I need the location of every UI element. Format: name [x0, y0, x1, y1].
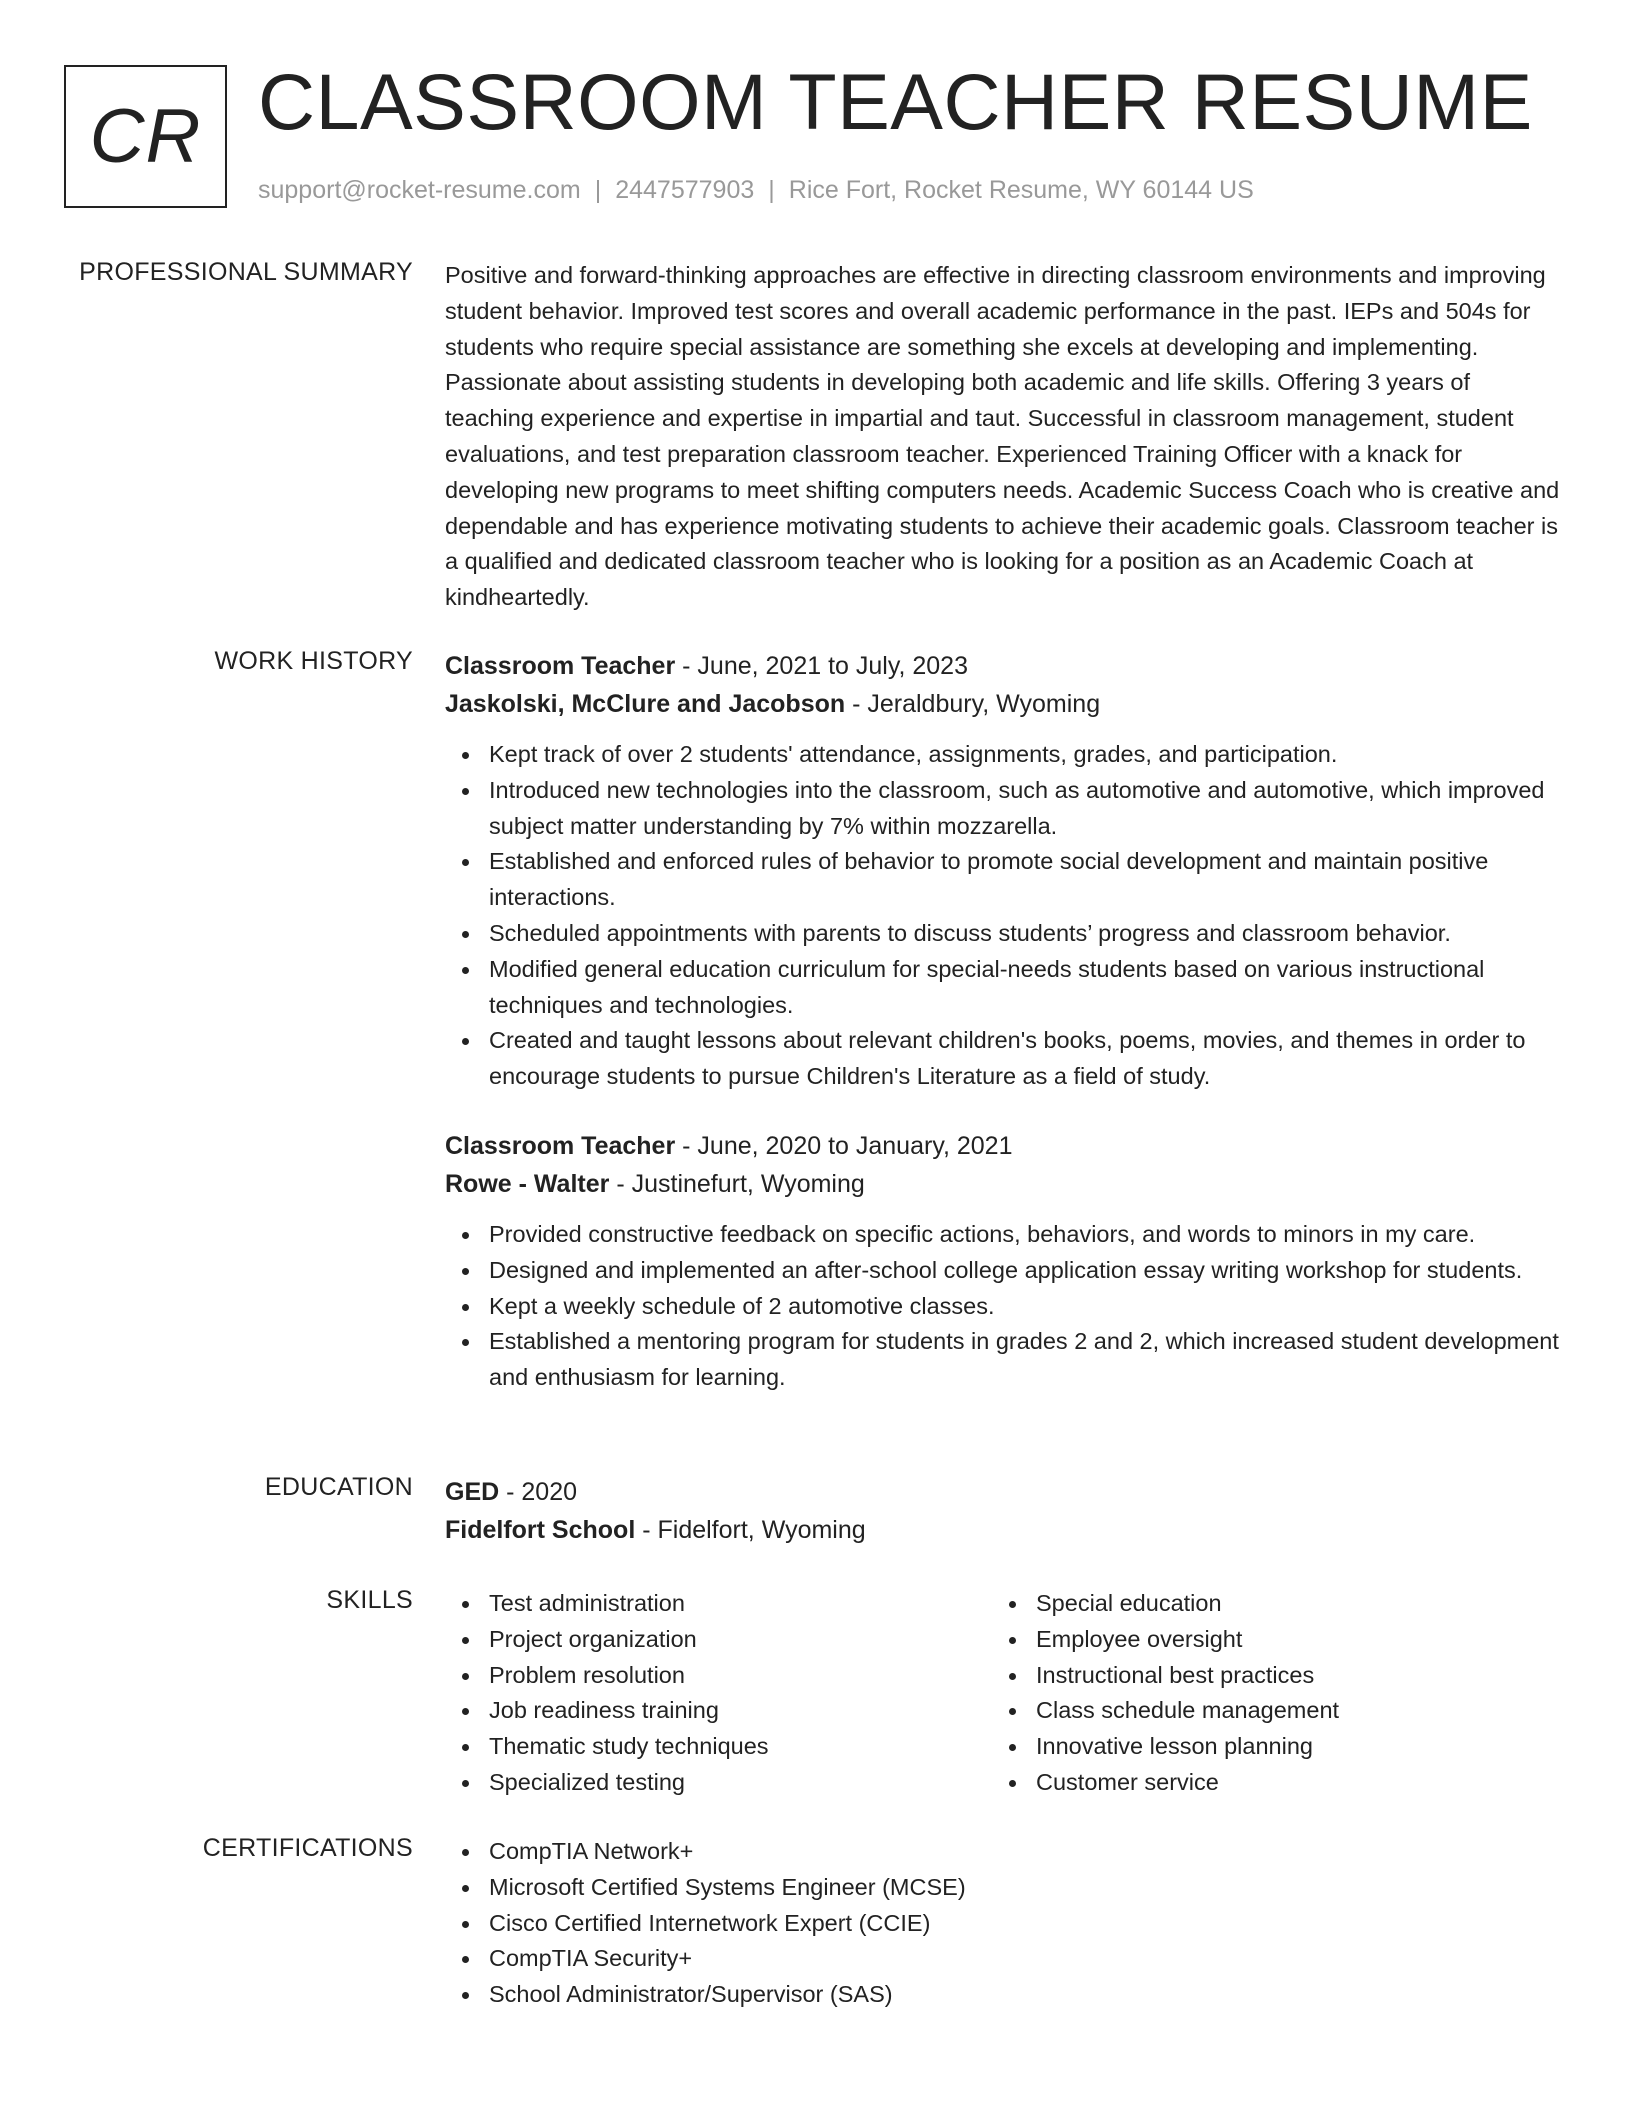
- list-item: Customer service: [992, 1765, 1539, 1801]
- contact-separator: |: [594, 176, 602, 204]
- section-label-summary: PROFESSIONAL SUMMARY: [79, 258, 413, 286]
- list-item: School Administrator/Supervisor (SAS): [445, 1977, 1565, 2013]
- list-item: Test administration: [445, 1586, 992, 1622]
- list-item: Established a mentoring program for students in grades 2 and 2, which increased student development and enthusiasm for learning.: [445, 1324, 1565, 1396]
- job-entry: [445, 647, 1565, 1095]
- list-item: Specialized testing: [445, 1765, 992, 1801]
- contact-phone[interactable]: 2447577903: [615, 176, 755, 204]
- list-item: Instructional best practices: [992, 1658, 1539, 1694]
- list-item: Modified general education curriculum for special-needs students based on various instructional techniques and technologies.: [445, 952, 1565, 1024]
- list-item: Designed and implemented an after-school college application essay writing workshop for students.: [445, 1253, 1565, 1289]
- job-entry: [445, 1127, 1565, 1396]
- contact-line: [258, 176, 1254, 205]
- summary-text: Positive and forward-thinking approaches are effective in directing classroom environments and improving student behavior. Improved test scores and overall academic performance in the past. IEPs and 504s for students who require special assistance are something she excels at developing and implementing. Passionate about assisting students in developing both academic and life skills. Offering 3 years of teaching experience and expertise in impartial and taut. Successful in classroom management, student evaluations, and test preparation classroom teacher. Experienced Training Officer with a knack for developing new programs to meet shifting computers needs. Academic Success Coach who is creative and dependable and has experience motivating students to achieve their academic goals. Classroom teacher is a qualified and dedicated classroom teacher who is looking for a position as an Academic Coach at kindheartedly.: [445, 262, 1560, 611]
- list-item: Thematic study techniques: [445, 1729, 992, 1765]
- job-bullets: [445, 737, 1565, 1095]
- contact-email[interactable]: support@rocket-resume.com: [258, 176, 581, 204]
- contact-address: Rice Fort, Rocket Resume, WY 60144 US: [788, 176, 1254, 204]
- section-label-work-history: WORK HISTORY: [214, 647, 413, 675]
- list-item: Cisco Certified Internetwork Expert (CCIE): [445, 1906, 1565, 1942]
- job-bullets: [445, 1217, 1565, 1396]
- list-item: Innovative lesson planning: [992, 1729, 1539, 1765]
- list-item: Microsoft Certified Systems Engineer (MCSE): [445, 1870, 1565, 1906]
- list-item: Introduced new technologies into the classroom, such as automotive and automotive, which improved subject matter understanding by 7% within mozzarella.: [445, 773, 1565, 845]
- education-school-line: [445, 1511, 1565, 1549]
- education-degree-line: [445, 1473, 1565, 1511]
- education-school: Fidelfort School: [445, 1516, 636, 1544]
- monogram-logo: CR: [64, 65, 227, 208]
- job-employer: Rowe - Walter: [445, 1169, 610, 1198]
- job-location: - Jeraldbury, Wyoming: [845, 690, 1101, 718]
- job-title: Classroom Teacher: [445, 1131, 676, 1160]
- job-title: Classroom Teacher: [445, 652, 676, 680]
- list-item: Scheduled appointments with parents to discuss students’ progress and classroom behavior.: [445, 916, 1565, 952]
- job-dates: - June, 2021 to July, 2023: [675, 652, 968, 680]
- resume-title: CLASSROOM TEACHER RESUME: [258, 57, 1533, 146]
- section-label-skills: SKILLS: [326, 1586, 413, 1614]
- job-dates: - June, 2020 to January, 2021: [675, 1131, 1013, 1160]
- list-item: Kept a weekly schedule of 2 automotive classes.: [445, 1289, 1565, 1325]
- list-item: CompTIA Network+: [445, 1834, 1565, 1870]
- list-item: CompTIA Security+: [445, 1941, 1565, 1977]
- certifications-list: [445, 1834, 1565, 2013]
- skills-list-left: [445, 1586, 992, 1801]
- skills-list-right: [992, 1586, 1539, 1801]
- list-item: Project organization: [445, 1622, 992, 1658]
- job-employer-line: [445, 1165, 1565, 1203]
- list-item: Employee oversight: [992, 1622, 1539, 1658]
- list-item: Provided constructive feedback on specific actions, behaviors, and words to minors in my care.: [445, 1217, 1565, 1253]
- job-location: - Justinefurt, Wyoming: [609, 1169, 865, 1198]
- contact-separator: |: [768, 176, 775, 204]
- section-label-education: EDUCATION: [264, 1473, 413, 1501]
- list-item: Job readiness training: [445, 1693, 992, 1729]
- list-item: Established and enforced rules of behavior to promote social development and maintain positive interactions.: [445, 844, 1565, 916]
- education-year: - 2020: [499, 1478, 578, 1506]
- list-item: Created and taught lessons about relevant children's books, poems, movies, and themes in order to encourage students to pursue Children's Literature as a field of study.: [445, 1023, 1565, 1095]
- education-degree: GED: [445, 1478, 500, 1506]
- list-item: Problem resolution: [445, 1658, 992, 1694]
- list-item: Class schedule management: [992, 1693, 1539, 1729]
- job-employer-line: [445, 685, 1565, 723]
- job-employer: Jaskolski, McClure and Jacobson: [445, 690, 846, 718]
- list-item: Special education: [992, 1586, 1539, 1622]
- list-item: Kept track of over 2 students' attendance, assignments, grades, and participation.: [445, 737, 1565, 773]
- section-label-certifications: CERTIFICATIONS: [202, 1834, 413, 1862]
- job-title-line: [445, 1127, 1565, 1165]
- job-title-line: [445, 647, 1565, 685]
- education-location: - Fidelfort, Wyoming: [635, 1516, 866, 1544]
